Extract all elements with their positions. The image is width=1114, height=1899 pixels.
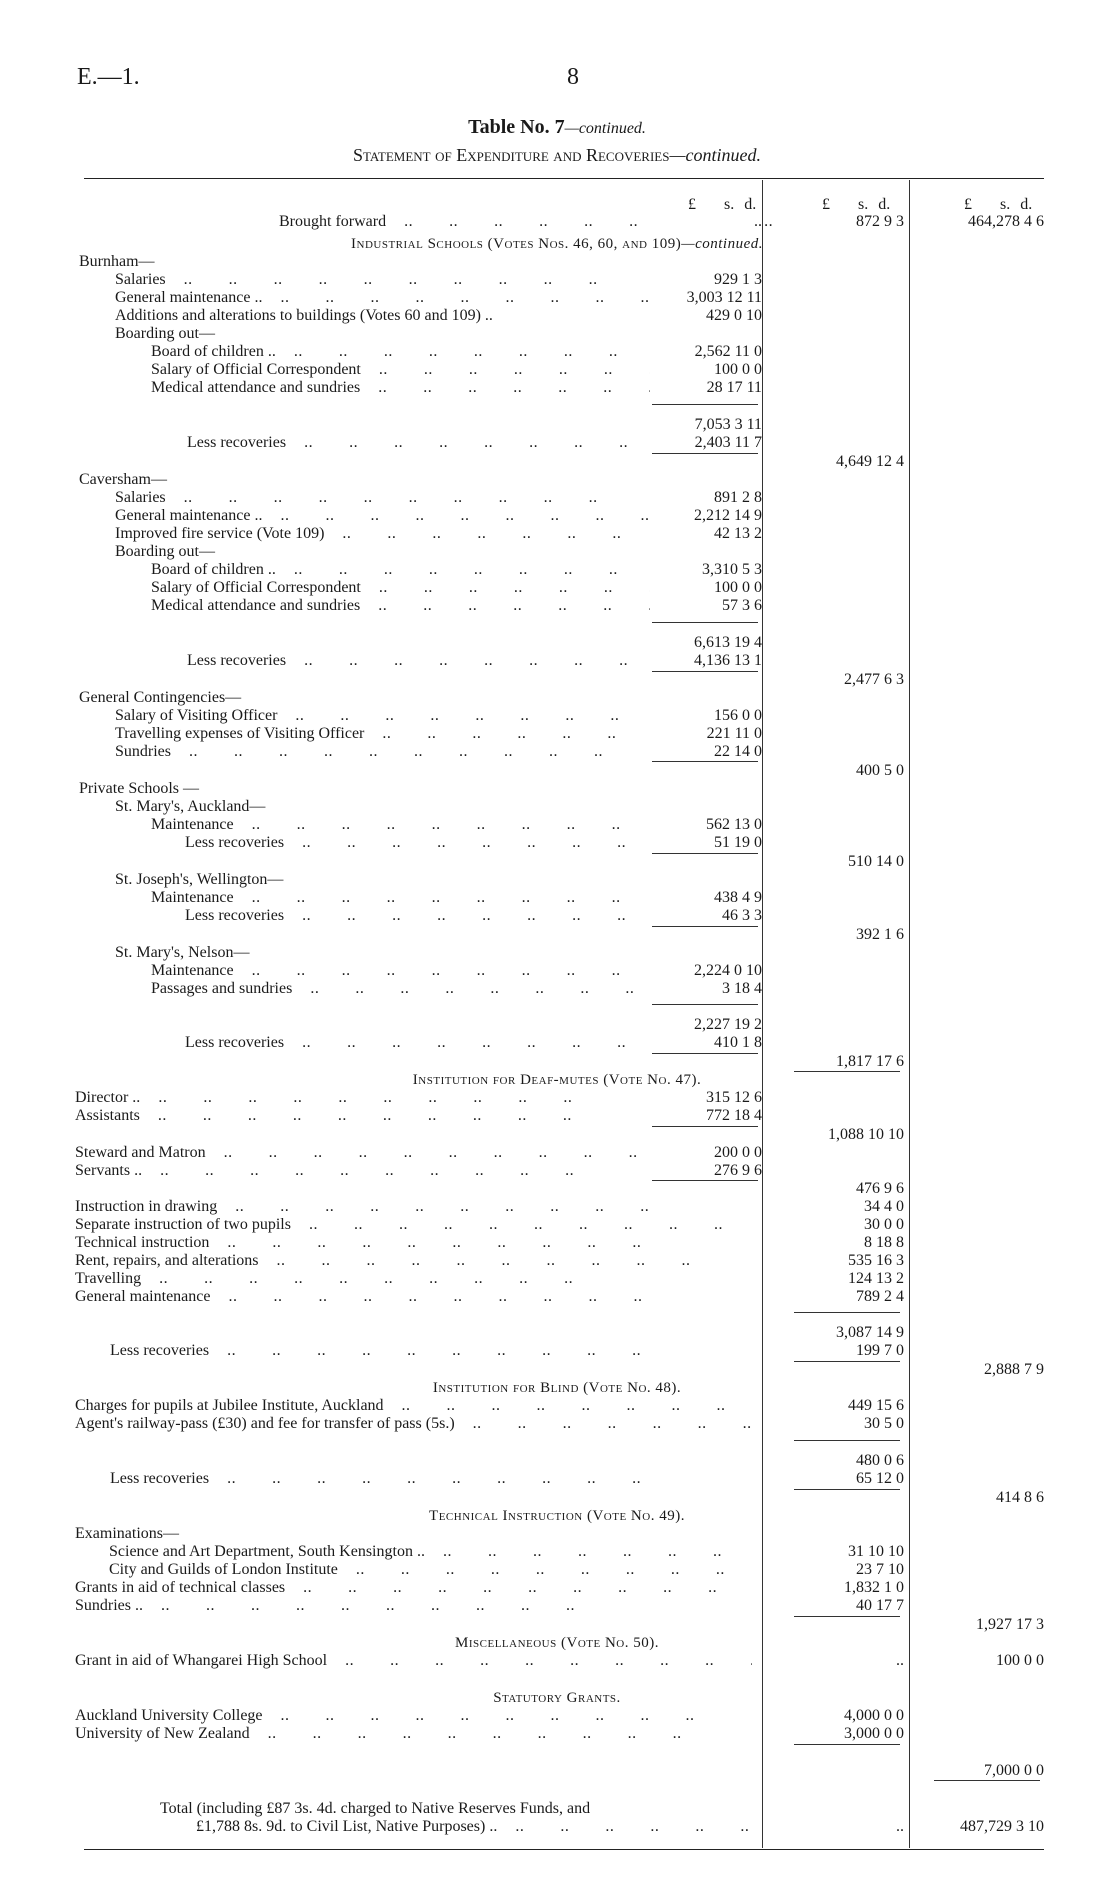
subtotal-rule <box>794 1312 900 1313</box>
table-row <box>0 471 1114 489</box>
col0-d-header: d. <box>744 196 757 213</box>
row-label: Medical attendance and sundries .. <box>151 379 652 397</box>
row-amount-c0: 57 3 6 <box>650 597 762 615</box>
table-row <box>0 980 1114 998</box>
row-amount-c0: 7,053 3 11 <box>650 416 762 434</box>
section-heading-technical <box>0 1507 1114 1525</box>
table-row <box>0 1579 1114 1597</box>
table-row <box>0 1144 1114 1162</box>
table-row <box>0 1725 1114 1743</box>
table-row <box>0 725 1114 743</box>
row-label: Boarding out— <box>115 325 215 342</box>
total-col2: 487,729 3 10 <box>932 1818 1044 1836</box>
row-amount-c0: 22 14 0 <box>650 743 762 761</box>
table-row <box>0 889 1114 907</box>
row-amount-c1: 8 18 8 <box>792 1234 904 1252</box>
row-amount-c2: 7,000 0 0 <box>932 1762 1044 1780</box>
table-row <box>0 1107 1114 1125</box>
row-amount-c0: 200 0 0 <box>650 1144 762 1162</box>
row-amount-c0: 772 18 4 <box>650 1107 762 1125</box>
top-rule <box>84 178 1044 179</box>
table-row <box>0 743 1114 761</box>
table-row <box>0 834 1114 852</box>
row-amount-c1: 392 1 6 <box>792 926 904 944</box>
table-row <box>0 907 1114 925</box>
table-row <box>0 689 1114 707</box>
row-label: Examinations— <box>75 1525 179 1542</box>
col0-s-header: s. <box>724 196 735 213</box>
row-label: St. Joseph's, Wellington— <box>115 871 284 888</box>
subtotal-rule <box>794 1440 900 1441</box>
table-row <box>0 1415 1114 1433</box>
brought-forward-label: Brought forward .. <box>279 213 818 231</box>
row-label: Maintenance .. <box>151 889 652 907</box>
table-row <box>0 1126 1114 1144</box>
table-row <box>0 1288 1114 1306</box>
table-row <box>0 707 1114 725</box>
table-row <box>0 1597 1114 1615</box>
col1-s-header: s. <box>858 196 869 213</box>
col0-pound-header: £ <box>688 196 696 213</box>
row-label: Steward and Matron .. <box>75 1144 652 1162</box>
row-label: General maintenance .. .. <box>115 507 652 525</box>
brought-forward-col2: 464,278 4 6 <box>932 213 1044 231</box>
table-row <box>0 926 1114 944</box>
row-label: Maintenance .. <box>151 962 652 980</box>
row-label: Salary of Official Correspondent .. <box>151 361 652 379</box>
page-number: 8 <box>567 64 579 90</box>
subtotal-rule <box>652 1053 758 1054</box>
table-row <box>0 543 1114 561</box>
row-amount-c0: 562 13 0 <box>650 816 762 834</box>
section-heading-industrial <box>0 235 1114 253</box>
row-amount-c0: 42 13 2 <box>650 525 762 543</box>
row-label: University of New Zealand .. <box>75 1725 752 1743</box>
row-amount-c0: 2,227 19 2 <box>650 1016 762 1034</box>
col1-header <box>822 196 890 214</box>
section-heading-continued: —continued. <box>681 236 763 252</box>
row-label: Grant in aid of Whangarei High School .. <box>75 1652 752 1670</box>
subtotal-rule <box>652 926 758 927</box>
row-label: Board of children .. .. <box>151 561 652 579</box>
table-row <box>0 1034 1114 1052</box>
subtotal-rule <box>794 1361 900 1362</box>
row-label: Additions and alterations to buildings (Votes 60 and 109) .. <box>115 307 493 324</box>
col2-s-header: s. <box>1000 196 1011 213</box>
table-row <box>0 1234 1114 1252</box>
row-amount-c0: 46 3 3 <box>650 907 762 925</box>
subtotal-rule <box>652 1180 758 1181</box>
row-label: Maintenance .. <box>151 816 652 834</box>
subtotal-rule <box>652 761 758 762</box>
table-row <box>0 361 1114 379</box>
brought-forward-row <box>0 213 1114 231</box>
row-amount-c1: 3,000 0 0 <box>792 1725 904 1743</box>
section-heading-misc <box>0 1634 1114 1652</box>
section-heading-text: Statutory Grants. <box>493 1690 621 1706</box>
total-row-line2 <box>0 1818 1114 1836</box>
subtotal-rule <box>794 1616 900 1617</box>
row-amount-c1: 124 13 2 <box>792 1270 904 1288</box>
section-heading-text: Industrial Schools (Votes Nos. 46, 60, and 109) <box>351 236 682 252</box>
table-title-text: Table No. 7 <box>468 116 565 138</box>
table-title <box>0 116 1114 139</box>
row-label: Less recoveries .. <box>187 434 652 452</box>
row-amount-c0: 51 19 0 <box>650 834 762 852</box>
section-heading-text: Institution for Blind (Vote No. 48). <box>432 1380 682 1396</box>
row-amount-c1: 4,649 12 4 <box>792 453 904 471</box>
row-amount-c1: 1,832 1 0 <box>792 1579 904 1597</box>
row-label: General Contingencies— <box>79 689 242 706</box>
col0-header <box>688 196 756 214</box>
table-row <box>0 1053 1114 1071</box>
row-label: Caversham— <box>79 471 167 488</box>
row-amount-c0: 438 4 9 <box>650 889 762 907</box>
table-row <box>0 671 1114 689</box>
table-row <box>0 1470 1114 1488</box>
brought-forward-col0: .. <box>650 213 762 231</box>
table-row <box>0 762 1114 780</box>
row-label: Science and Art Department, South Kensington .. .. <box>109 1543 752 1561</box>
row-amount-c0: 4,136 13 1 <box>650 652 762 670</box>
row-label: St. Mary's, Auckland— <box>115 798 266 815</box>
row-amount-c0: 891 2 8 <box>650 489 762 507</box>
row-amount-c1: 40 17 7 <box>792 1597 904 1615</box>
table-title-continued: —continued. <box>564 120 646 137</box>
table-row <box>0 780 1114 798</box>
table-row <box>0 434 1114 452</box>
table-subtitle-text: Statement of Expenditure and Recoveries <box>353 145 670 165</box>
row-amount-c0: 3,310 5 3 <box>650 561 762 579</box>
table-row <box>0 416 1114 434</box>
row-label: Passages and sundries .. <box>151 980 652 998</box>
row-label: City and Guilds of London Institute .. <box>109 1561 752 1579</box>
row-label: Boarding out— <box>115 543 215 560</box>
table-row <box>0 289 1114 307</box>
table-row <box>0 1525 1114 1543</box>
row-amount-c1: 199 7 0 <box>792 1342 904 1360</box>
row-label: Director .. .. <box>75 1089 652 1107</box>
row-amount-c1: 2,477 6 3 <box>792 671 904 689</box>
subtotal-rule <box>652 1004 758 1005</box>
row-amount-c0: 6,613 19 4 <box>650 634 762 652</box>
row-amount-c1: 1,088 10 10 <box>792 1126 904 1144</box>
table-row <box>0 962 1114 980</box>
table-row <box>0 453 1114 471</box>
row-label: Auckland University College .. <box>75 1707 752 1725</box>
row-label: Rent, repairs, and alterations .. <box>75 1252 752 1270</box>
table-row <box>0 525 1114 543</box>
row-amount-c0: 100 0 0 <box>650 579 762 597</box>
row-label: Board of children .. .. <box>151 343 652 361</box>
row-label: St. Mary's, Nelson— <box>115 944 250 961</box>
row-amount-c2: 2,888 7 9 <box>932 1361 1044 1379</box>
row-amount-c1: 400 5 0 <box>792 762 904 780</box>
bottom-rule <box>84 1849 1044 1850</box>
table-row <box>0 325 1114 343</box>
table-row <box>0 1707 1114 1725</box>
row-amount-c1: 3,087 14 9 <box>792 1324 904 1342</box>
table-row <box>0 1616 1114 1634</box>
row-label: Medical attendance and sundries .. <box>151 597 652 615</box>
row-amount-c0: 429 0 10 <box>650 307 762 325</box>
table-row <box>0 307 1114 325</box>
total-col1: .. <box>792 1818 904 1836</box>
row-label: Improved fire service (Vote 109) .. <box>115 525 652 543</box>
row-amount-c0: 3 18 4 <box>650 980 762 998</box>
table-subtitle-continued: —continued. <box>669 145 761 165</box>
col2-d-header: d. <box>1020 196 1033 213</box>
subtotal-rule <box>652 453 758 454</box>
table-row <box>0 1252 1114 1270</box>
col2-pound-header: £ <box>964 196 972 213</box>
table-row <box>0 944 1114 962</box>
row-label: Less recoveries .. <box>110 1342 752 1360</box>
row-amount-c1: 449 15 6 <box>792 1397 904 1415</box>
row-amount-c1: 34 4 0 <box>792 1198 904 1216</box>
row-amount-c0: 2,562 11 0 <box>650 343 762 361</box>
table-row <box>0 1489 1114 1507</box>
table-row <box>0 871 1114 889</box>
row-label: Servants .. .. <box>75 1162 652 1180</box>
subtotal-rule <box>652 622 758 623</box>
table-row <box>0 1089 1114 1107</box>
row-label: Salary of Official Correspondent .. <box>151 579 652 597</box>
row-amount-c2: 100 0 0 <box>932 1652 1044 1670</box>
table-row <box>0 597 1114 615</box>
row-amount-c1: 30 5 0 <box>792 1415 904 1433</box>
row-label: Less recoveries .. <box>185 834 652 852</box>
col2-header <box>964 196 1032 214</box>
table-row <box>0 1652 1114 1670</box>
total-row-line1 <box>0 1800 1114 1818</box>
subtotal-rule <box>652 1126 758 1127</box>
section-heading-deaf <box>0 1071 1114 1089</box>
row-amount-c1: 535 16 3 <box>792 1252 904 1270</box>
row-amount-c1: 31 10 10 <box>792 1543 904 1561</box>
row-amount-c1: 789 2 4 <box>792 1288 904 1306</box>
table-row <box>0 1561 1114 1579</box>
row-amount-c0: 28 17 11 <box>650 379 762 397</box>
table-subtitle <box>0 145 1114 166</box>
row-amount-c0: 3,003 12 11 <box>650 289 762 307</box>
table-row <box>0 271 1114 289</box>
row-label: General maintenance .. <box>75 1288 752 1306</box>
table-row <box>0 816 1114 834</box>
row-amount-c2: 414 8 6 <box>932 1489 1044 1507</box>
row-label: Less recoveries .. <box>187 652 652 670</box>
row-amount-c0: 2,403 11 7 <box>650 434 762 452</box>
table-row <box>0 489 1114 507</box>
row-label: Separate instruction of two pupils .. <box>75 1216 752 1234</box>
row-amount-c1: 30 0 0 <box>792 1216 904 1234</box>
row-amount-c0: 2,212 14 9 <box>650 507 762 525</box>
row-amount-c1: 510 14 0 <box>792 853 904 871</box>
table-row <box>0 1216 1114 1234</box>
table-row <box>0 1016 1114 1034</box>
total-label-line1: Total (including £87 3s. 4d. charged to Native Reserves Funds, and <box>160 1800 591 1817</box>
row-label: Travelling expenses of Visiting Officer .. <box>115 725 652 743</box>
row-amount-c0: 156 0 0 <box>650 707 762 725</box>
row-label: Burnham— <box>79 253 155 270</box>
table-row <box>0 579 1114 597</box>
table-row <box>0 634 1114 652</box>
row-label: Travelling .. <box>75 1270 752 1288</box>
row-label: Less recoveries .. <box>110 1470 752 1488</box>
table-row <box>0 1342 1114 1360</box>
table-row <box>0 798 1114 816</box>
row-label: Salary of Visiting Officer .. <box>115 707 652 725</box>
row-label: Less recoveries .. <box>185 907 652 925</box>
table-row <box>0 1361 1114 1379</box>
table-row <box>0 1198 1114 1216</box>
section-heading-text: Miscellaneous (Vote No. 50). <box>455 1635 659 1651</box>
table-row <box>0 1270 1114 1288</box>
col1-pound-header: £ <box>822 196 830 213</box>
row-amount-c1: .. <box>792 1652 904 1670</box>
table-row <box>0 1397 1114 1415</box>
row-amount-c1: 4,000 0 0 <box>792 1707 904 1725</box>
row-label: Agent's railway-pass (£30) and fee for transfer of pass (5s.) .. <box>75 1415 752 1433</box>
row-label: Technical instruction .. <box>75 1234 752 1252</box>
row-amount-c0: 2,224 0 10 <box>650 962 762 980</box>
section-heading-text: Technical Instruction (Vote No. 49). <box>429 1508 685 1524</box>
subtotal-rule <box>794 1744 900 1745</box>
table-row <box>0 1452 1114 1470</box>
row-label: Less recoveries .. <box>185 1034 652 1052</box>
row-amount-c1: 476 9 6 <box>792 1180 904 1198</box>
brought-forward-col1: 872 9 3 <box>792 213 904 231</box>
table-row <box>0 1180 1114 1198</box>
total-label-line2: £1,788 8s. 9d. to Civil List, Native Purposes) .. .. <box>196 1818 752 1836</box>
row-amount-c1: 480 0 6 <box>792 1452 904 1470</box>
table-row <box>0 507 1114 525</box>
row-label: Grants in aid of technical classes .. <box>75 1579 752 1597</box>
row-label: Salaries .. <box>115 489 652 507</box>
row-amount-c0: 410 1 8 <box>650 1034 762 1052</box>
row-amount-c0: 276 9 6 <box>650 1162 762 1180</box>
table-row <box>0 652 1114 670</box>
subtotal-rule <box>652 404 758 405</box>
subtotal-rule <box>652 853 758 854</box>
subtotal-rule <box>794 1489 900 1490</box>
document-code: E.—1. <box>77 64 140 90</box>
table-row <box>0 343 1114 361</box>
row-amount-c0: 315 12 6 <box>650 1089 762 1107</box>
subtotal-rule <box>652 671 758 672</box>
row-amount-c0: 100 0 0 <box>650 361 762 379</box>
row-amount-c1: 1,817 17 6 <box>792 1053 904 1071</box>
col1-d-header: d. <box>878 196 891 213</box>
table-row <box>0 253 1114 271</box>
row-label: General maintenance .. .. <box>115 289 652 307</box>
row-label: Instruction in drawing .. <box>75 1198 752 1216</box>
row-amount-c0: 221 11 0 <box>650 725 762 743</box>
row-amount-c2: 1,927 17 3 <box>932 1616 1044 1634</box>
table-row <box>0 1162 1114 1180</box>
row-label: Assistants .. <box>75 1107 652 1125</box>
row-label: Charges for pupils at Jubilee Institute, Auckland .. <box>75 1397 752 1415</box>
row-label: Sundries .. <box>115 743 652 761</box>
table-row <box>0 1762 1114 1780</box>
row-amount-c1: 23 7 10 <box>792 1561 904 1579</box>
section-heading-statutory <box>0 1689 1114 1707</box>
table-row <box>0 1324 1114 1342</box>
table-row <box>0 561 1114 579</box>
table-row <box>0 379 1114 397</box>
table-row <box>0 1543 1114 1561</box>
row-amount-c1: 65 12 0 <box>792 1470 904 1488</box>
section-heading-blind <box>0 1379 1114 1397</box>
subtotal-rule <box>934 1780 1040 1781</box>
row-label: Salaries .. <box>115 271 652 289</box>
section-heading-text: Institution for Deaf-mutes (Vote No. 47). <box>412 1072 702 1088</box>
subtotal-rule <box>794 1071 900 1072</box>
row-amount-c0: 929 1 3 <box>650 271 762 289</box>
row-label: Sundries .. .. <box>75 1597 752 1615</box>
table-row <box>0 853 1114 871</box>
row-label: Private Schools — <box>79 780 199 797</box>
